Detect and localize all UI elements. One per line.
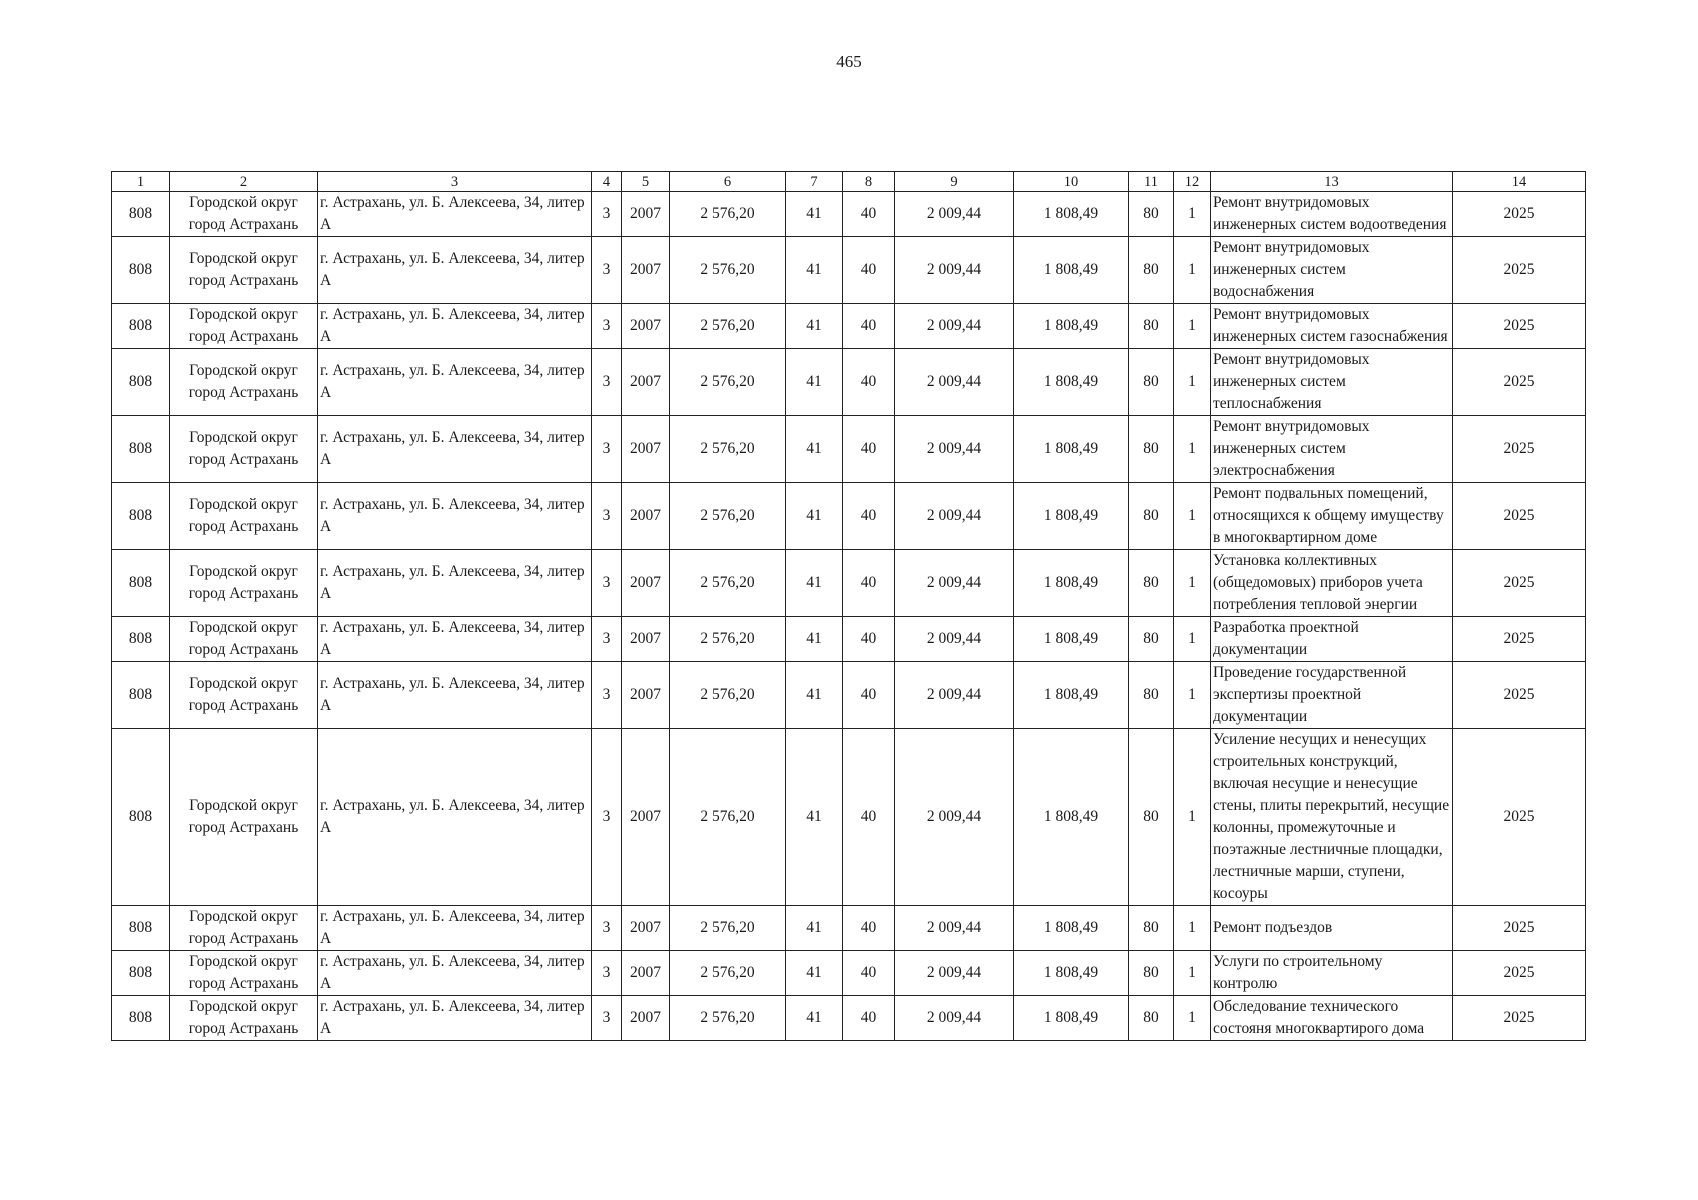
table-row bbox=[112, 237, 1586, 304]
col9-cell: 2 009,44 bbox=[895, 996, 1014, 1041]
col9-cell: 2 009,44 bbox=[895, 349, 1014, 416]
col9-cell: 2 009,44 bbox=[895, 192, 1014, 237]
col4-cell: 3 bbox=[592, 416, 622, 483]
col8-cell: 40 bbox=[843, 906, 895, 951]
col6-cell: 2 576,20 bbox=[670, 906, 786, 951]
address-cell: г. Астрахань, ул. Б. Алексеева, 34, литер А bbox=[318, 996, 592, 1041]
plan-year-cell: 2025 bbox=[1453, 550, 1586, 617]
col11-cell: 80 bbox=[1129, 906, 1174, 951]
work-type-cell: Ремонт внутридомовых инженерных систем водоотведения bbox=[1211, 192, 1453, 237]
col11-cell: 80 bbox=[1129, 483, 1174, 550]
build-year-cell: 2007 bbox=[622, 906, 670, 951]
address-cell: г. Астрахань, ул. Б. Алексеева, 34, литер А bbox=[318, 617, 592, 662]
municipality-cell: Городской округ город Астрахань bbox=[170, 416, 318, 483]
municipality-cell: Городской округ город Астрахань bbox=[170, 237, 318, 304]
col10-cell: 1 808,49 bbox=[1014, 662, 1129, 729]
work-type-cell: Разработка проектной документации bbox=[1211, 617, 1453, 662]
col12-cell: 1 bbox=[1174, 416, 1211, 483]
col11-cell: 80 bbox=[1129, 416, 1174, 483]
plan-year-cell: 2025 bbox=[1453, 349, 1586, 416]
work-type-cell: Обследование технического состояня многоквартирого дома bbox=[1211, 996, 1453, 1041]
col11-cell: 80 bbox=[1129, 996, 1174, 1041]
table-row bbox=[112, 729, 1586, 906]
col10-cell: 1 808,49 bbox=[1014, 304, 1129, 349]
col7-cell: 41 bbox=[786, 617, 843, 662]
col8-cell: 40 bbox=[843, 729, 895, 906]
col10-cell: 1 808,49 bbox=[1014, 729, 1129, 906]
build-year-cell: 2007 bbox=[622, 416, 670, 483]
work-type-cell: Ремонт внутридомовых инженерных систем электроснабжения bbox=[1211, 416, 1453, 483]
col4-cell: 3 bbox=[592, 237, 622, 304]
col10-cell: 1 808,49 bbox=[1014, 617, 1129, 662]
column-header: 8 bbox=[843, 172, 895, 192]
col12-cell: 1 bbox=[1174, 349, 1211, 416]
build-year-cell: 2007 bbox=[622, 349, 670, 416]
table-row bbox=[112, 349, 1586, 416]
col7-cell: 41 bbox=[786, 349, 843, 416]
address-cell: г. Астрахань, ул. Б. Алексеева, 34, литер А bbox=[318, 349, 592, 416]
work-type-cell: Проведение государственной экспертизы проектной документации bbox=[1211, 662, 1453, 729]
municipality-cell: Городской округ город Астрахань bbox=[170, 304, 318, 349]
plan-year-cell: 2025 bbox=[1453, 617, 1586, 662]
municipality-cell: Городской округ город Астрахань bbox=[170, 617, 318, 662]
column-header: 14 bbox=[1453, 172, 1586, 192]
row-number-cell: 808 bbox=[112, 951, 170, 996]
row-number-cell: 808 bbox=[112, 729, 170, 906]
col4-cell: 3 bbox=[592, 996, 622, 1041]
col4-cell: 3 bbox=[592, 729, 622, 906]
col4-cell: 3 bbox=[592, 906, 622, 951]
col6-cell: 2 576,20 bbox=[670, 483, 786, 550]
municipality-cell: Городской округ город Астрахань bbox=[170, 349, 318, 416]
col12-cell: 1 bbox=[1174, 996, 1211, 1041]
col6-cell: 2 576,20 bbox=[670, 192, 786, 237]
col8-cell: 40 bbox=[843, 617, 895, 662]
col9-cell: 2 009,44 bbox=[895, 304, 1014, 349]
plan-year-cell: 2025 bbox=[1453, 237, 1586, 304]
table-row bbox=[112, 906, 1586, 951]
column-header: 9 bbox=[895, 172, 1014, 192]
table-row bbox=[112, 416, 1586, 483]
col4-cell: 3 bbox=[592, 951, 622, 996]
work-type-cell: Услуги по строительному контролю bbox=[1211, 951, 1453, 996]
plan-year-cell: 2025 bbox=[1453, 192, 1586, 237]
build-year-cell: 2007 bbox=[622, 483, 670, 550]
address-cell: г. Астрахань, ул. Б. Алексеева, 34, литер А bbox=[318, 951, 592, 996]
row-number-cell: 808 bbox=[112, 349, 170, 416]
column-header: 12 bbox=[1174, 172, 1211, 192]
col7-cell: 41 bbox=[786, 304, 843, 349]
col10-cell: 1 808,49 bbox=[1014, 996, 1129, 1041]
plan-year-cell: 2025 bbox=[1453, 662, 1586, 729]
col10-cell: 1 808,49 bbox=[1014, 416, 1129, 483]
col10-cell: 1 808,49 bbox=[1014, 483, 1129, 550]
work-type-cell: Ремонт подвальных помещений, относящихся к общему имуществу в многоквартирном доме bbox=[1211, 483, 1453, 550]
address-cell: г. Астрахань, ул. Б. Алексеева, 34, литер А bbox=[318, 416, 592, 483]
build-year-cell: 2007 bbox=[622, 237, 670, 304]
col9-cell: 2 009,44 bbox=[895, 662, 1014, 729]
col7-cell: 41 bbox=[786, 483, 843, 550]
col9-cell: 2 009,44 bbox=[895, 729, 1014, 906]
col6-cell: 2 576,20 bbox=[670, 996, 786, 1041]
col11-cell: 80 bbox=[1129, 304, 1174, 349]
col10-cell: 1 808,49 bbox=[1014, 550, 1129, 617]
col10-cell: 1 808,49 bbox=[1014, 237, 1129, 304]
col8-cell: 40 bbox=[843, 996, 895, 1041]
col6-cell: 2 576,20 bbox=[670, 729, 786, 906]
col4-cell: 3 bbox=[592, 617, 622, 662]
col8-cell: 40 bbox=[843, 192, 895, 237]
col12-cell: 1 bbox=[1174, 662, 1211, 729]
col12-cell: 1 bbox=[1174, 906, 1211, 951]
col6-cell: 2 576,20 bbox=[670, 550, 786, 617]
row-number-cell: 808 bbox=[112, 906, 170, 951]
municipality-cell: Городской округ город Астрахань bbox=[170, 483, 318, 550]
table-row bbox=[112, 951, 1586, 996]
col12-cell: 1 bbox=[1174, 192, 1211, 237]
col6-cell: 2 576,20 bbox=[670, 617, 786, 662]
col7-cell: 41 bbox=[786, 996, 843, 1041]
col7-cell: 41 bbox=[786, 662, 843, 729]
municipality-cell: Городской округ город Астрахань bbox=[170, 662, 318, 729]
col6-cell: 2 576,20 bbox=[670, 237, 786, 304]
work-type-cell: Ремонт внутридомовых инженерных систем теплоснабжения bbox=[1211, 349, 1453, 416]
address-cell: г. Астрахань, ул. Б. Алексеева, 34, литер А bbox=[318, 662, 592, 729]
col10-cell: 1 808,49 bbox=[1014, 349, 1129, 416]
col7-cell: 41 bbox=[786, 729, 843, 906]
work-type-cell: Усиление несущих и ненесущих строительных конструкций, включая несущие и ненесущие стены, плиты перекрытий, несущие колонны, промежуточные и поэтажные лестничные площадки, лестничные марши, ступени, косоуры bbox=[1211, 729, 1453, 906]
col11-cell: 80 bbox=[1129, 951, 1174, 996]
row-number-cell: 808 bbox=[112, 550, 170, 617]
col11-cell: 80 bbox=[1129, 550, 1174, 617]
build-year-cell: 2007 bbox=[622, 192, 670, 237]
col11-cell: 80 bbox=[1129, 617, 1174, 662]
plan-year-cell: 2025 bbox=[1453, 906, 1586, 951]
column-header: 1 bbox=[112, 172, 170, 192]
table-row bbox=[112, 304, 1586, 349]
address-cell: г. Астрахань, ул. Б. Алексеева, 34, литер А bbox=[318, 550, 592, 617]
col12-cell: 1 bbox=[1174, 617, 1211, 662]
col9-cell: 2 009,44 bbox=[895, 483, 1014, 550]
municipality-cell: Городской округ город Астрахань bbox=[170, 550, 318, 617]
page-number: 465 bbox=[836, 52, 862, 71]
col8-cell: 40 bbox=[843, 550, 895, 617]
col4-cell: 3 bbox=[592, 662, 622, 729]
col12-cell: 1 bbox=[1174, 304, 1211, 349]
col11-cell: 80 bbox=[1129, 729, 1174, 906]
column-header: 11 bbox=[1129, 172, 1174, 192]
col4-cell: 3 bbox=[592, 304, 622, 349]
col10-cell: 1 808,49 bbox=[1014, 906, 1129, 951]
build-year-cell: 2007 bbox=[622, 996, 670, 1041]
work-type-cell: Ремонт подъездов bbox=[1211, 906, 1453, 951]
work-type-cell: Ремонт внутридомовых инженерных систем водоснабжения bbox=[1211, 237, 1453, 304]
plan-year-cell: 2025 bbox=[1453, 416, 1586, 483]
col10-cell: 1 808,49 bbox=[1014, 951, 1129, 996]
column-header: 3 bbox=[318, 172, 592, 192]
table-row bbox=[112, 550, 1586, 617]
column-header: 10 bbox=[1014, 172, 1129, 192]
col4-cell: 3 bbox=[592, 349, 622, 416]
col4-cell: 3 bbox=[592, 192, 622, 237]
row-number-cell: 808 bbox=[112, 617, 170, 662]
row-number-cell: 808 bbox=[112, 483, 170, 550]
build-year-cell: 2007 bbox=[622, 304, 670, 349]
col4-cell: 3 bbox=[592, 483, 622, 550]
col9-cell: 2 009,44 bbox=[895, 237, 1014, 304]
column-header: 13 bbox=[1211, 172, 1453, 192]
col6-cell: 2 576,20 bbox=[670, 416, 786, 483]
work-type-cell: Ремонт внутридомовых инженерных систем газоснабжения bbox=[1211, 304, 1453, 349]
col12-cell: 1 bbox=[1174, 550, 1211, 617]
col8-cell: 40 bbox=[843, 416, 895, 483]
col12-cell: 1 bbox=[1174, 729, 1211, 906]
col12-cell: 1 bbox=[1174, 951, 1211, 996]
col8-cell: 40 bbox=[843, 951, 895, 996]
col9-cell: 2 009,44 bbox=[895, 416, 1014, 483]
table-row bbox=[112, 192, 1586, 237]
col6-cell: 2 576,20 bbox=[670, 349, 786, 416]
col8-cell: 40 bbox=[843, 304, 895, 349]
row-number-cell: 808 bbox=[112, 416, 170, 483]
table-row bbox=[112, 483, 1586, 550]
work-type-cell: Установка коллективных (общедомовых) приборов учета потребления тепловой энергии bbox=[1211, 550, 1453, 617]
municipality-cell: Городской округ город Астрахань bbox=[170, 951, 318, 996]
table-row bbox=[112, 996, 1586, 1041]
build-year-cell: 2007 bbox=[622, 729, 670, 906]
municipality-cell: Городской округ город Астрахань bbox=[170, 906, 318, 951]
address-cell: г. Астрахань, ул. Б. Алексеева, 34, литер А bbox=[318, 304, 592, 349]
row-number-cell: 808 bbox=[112, 192, 170, 237]
col8-cell: 40 bbox=[843, 237, 895, 304]
col6-cell: 2 576,20 bbox=[670, 304, 786, 349]
col12-cell: 1 bbox=[1174, 483, 1211, 550]
column-header: 7 bbox=[786, 172, 843, 192]
column-number-row bbox=[112, 172, 1586, 192]
col12-cell: 1 bbox=[1174, 237, 1211, 304]
plan-year-cell: 2025 bbox=[1453, 951, 1586, 996]
address-cell: г. Астрахань, ул. Б. Алексеева, 34, литер А bbox=[318, 237, 592, 304]
col6-cell: 2 576,20 bbox=[670, 951, 786, 996]
row-number-cell: 808 bbox=[112, 996, 170, 1041]
address-cell: г. Астрахань, ул. Б. Алексеева, 34, литер А bbox=[318, 906, 592, 951]
column-header: 5 bbox=[622, 172, 670, 192]
table-row bbox=[112, 662, 1586, 729]
col9-cell: 2 009,44 bbox=[895, 906, 1014, 951]
address-cell: г. Астрахань, ул. Б. Алексеева, 34, литер А bbox=[318, 192, 592, 237]
plan-year-cell: 2025 bbox=[1453, 483, 1586, 550]
column-header: 6 bbox=[670, 172, 786, 192]
table-row bbox=[112, 617, 1586, 662]
col9-cell: 2 009,44 bbox=[895, 617, 1014, 662]
col6-cell: 2 576,20 bbox=[670, 662, 786, 729]
col11-cell: 80 bbox=[1129, 192, 1174, 237]
capital-repair-table bbox=[111, 171, 1586, 1041]
col8-cell: 40 bbox=[843, 662, 895, 729]
col7-cell: 41 bbox=[786, 550, 843, 617]
col8-cell: 40 bbox=[843, 483, 895, 550]
col7-cell: 41 bbox=[786, 906, 843, 951]
col9-cell: 2 009,44 bbox=[895, 951, 1014, 996]
build-year-cell: 2007 bbox=[622, 550, 670, 617]
municipality-cell: Городской округ город Астрахань bbox=[170, 729, 318, 906]
col7-cell: 41 bbox=[786, 237, 843, 304]
column-header: 2 bbox=[170, 172, 318, 192]
municipality-cell: Городской округ город Астрахань bbox=[170, 192, 318, 237]
address-cell: г. Астрахань, ул. Б. Алексеева, 34, литер А bbox=[318, 483, 592, 550]
col8-cell: 40 bbox=[843, 349, 895, 416]
col10-cell: 1 808,49 bbox=[1014, 192, 1129, 237]
col7-cell: 41 bbox=[786, 951, 843, 996]
column-header: 4 bbox=[592, 172, 622, 192]
build-year-cell: 2007 bbox=[622, 662, 670, 729]
col11-cell: 80 bbox=[1129, 662, 1174, 729]
plan-year-cell: 2025 bbox=[1453, 304, 1586, 349]
col7-cell: 41 bbox=[786, 192, 843, 237]
address-cell: г. Астрахань, ул. Б. Алексеева, 34, литер А bbox=[318, 729, 592, 906]
col4-cell: 3 bbox=[592, 550, 622, 617]
row-number-cell: 808 bbox=[112, 237, 170, 304]
col7-cell: 41 bbox=[786, 416, 843, 483]
build-year-cell: 2007 bbox=[622, 617, 670, 662]
row-number-cell: 808 bbox=[112, 662, 170, 729]
build-year-cell: 2007 bbox=[622, 951, 670, 996]
col9-cell: 2 009,44 bbox=[895, 550, 1014, 617]
plan-year-cell: 2025 bbox=[1453, 996, 1586, 1041]
col11-cell: 80 bbox=[1129, 349, 1174, 416]
row-number-cell: 808 bbox=[112, 304, 170, 349]
municipality-cell: Городской округ город Астрахань bbox=[170, 996, 318, 1041]
plan-year-cell: 2025 bbox=[1453, 729, 1586, 906]
col11-cell: 80 bbox=[1129, 237, 1174, 304]
